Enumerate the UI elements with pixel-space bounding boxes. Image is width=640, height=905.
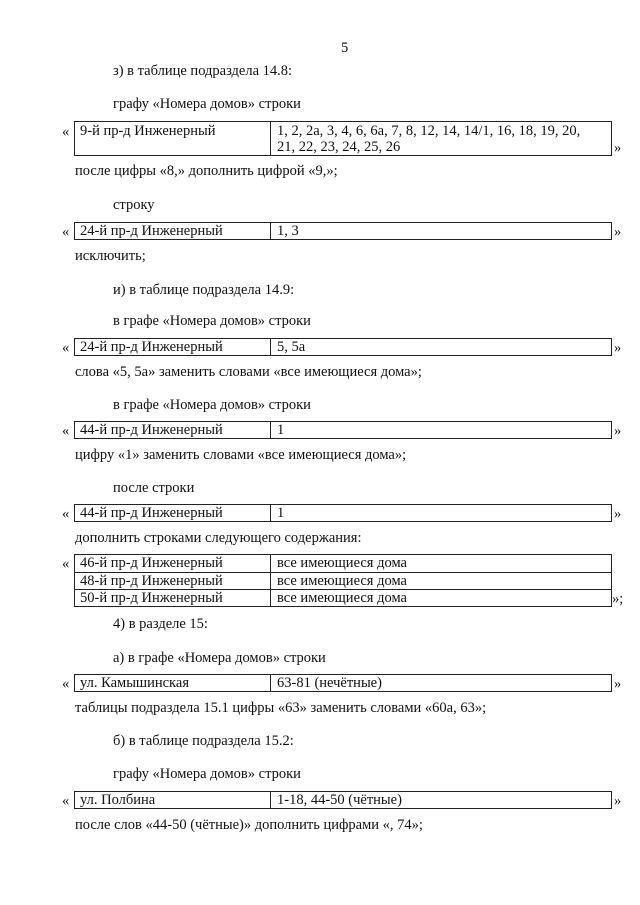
heading-b: б) в таблице подраздела 15.2:	[113, 733, 294, 749]
text-after-b: после слов «44-50 (чётные)» дополнить цифрами «, 74»;	[75, 817, 423, 833]
street-cell: 44-й пр-д Инженерный	[75, 422, 271, 438]
houses-cell: все имеющиеся дома	[277, 590, 407, 606]
houses-cell: 1, 3	[277, 223, 299, 239]
open-quote: «	[62, 676, 70, 692]
houses-cell: 1	[277, 422, 285, 438]
text-after-i2: цифру «1» заменить словами «все имеющиеся дома»;	[75, 447, 407, 463]
street-cell: 24-й пр-д Инженерный	[75, 339, 271, 355]
close-quote: »	[614, 340, 622, 356]
close-quote: »;	[612, 591, 624, 607]
section-4: 4) в разделе 15:	[113, 616, 208, 632]
instruction-column: а) в графе «Номера домов» строки	[113, 650, 326, 666]
close-quote: »	[614, 423, 622, 439]
street-cell: ул. Полбина	[75, 792, 271, 808]
table-i1	[74, 338, 612, 356]
text-after-z1: после цифры «8,» дополнить цифрой «9,»;	[75, 163, 338, 179]
instruction-column: графу «Номера домов» строки	[113, 96, 301, 112]
open-quote: «	[62, 423, 70, 439]
houses-cell: 63-81 (нечётные)	[277, 675, 382, 691]
table-z1	[74, 121, 612, 156]
text-row-label: строку	[113, 197, 155, 213]
instruction-column: графу «Номера домов» строки	[113, 766, 301, 782]
street-cell: 50-й пр-д Инженерный	[75, 590, 271, 607]
houses-cell: 1	[277, 505, 285, 521]
street-cell: 24-й пр-д Инженерный	[75, 223, 271, 239]
text-after-a: таблицы подраздела 15.1 цифры «63» заменить словами «60а, 63»;	[75, 700, 487, 716]
street-cell: 48-й пр-д Инженерный	[75, 573, 271, 590]
text-add-rows: дополнить строками следующего содержания:	[75, 530, 362, 546]
open-quote: «	[62, 224, 70, 240]
text-after-row: после строки	[113, 480, 195, 496]
table-i3	[74, 504, 612, 522]
close-quote: »	[614, 676, 622, 692]
houses-cell: 1-18, 44-50 (чётные)	[277, 792, 402, 808]
open-quote: «	[62, 556, 70, 572]
houses-cell: 5, 5а	[277, 339, 306, 355]
street-cell: ул. Камышинская	[75, 675, 271, 691]
open-quote: «	[62, 793, 70, 809]
street-cell: 9-й пр-д Инженерный	[75, 122, 271, 155]
instruction-column: в графе «Номера домов» строки	[113, 397, 311, 413]
open-quote: «	[62, 124, 70, 140]
street-cell: 44-й пр-д Инженерный	[75, 505, 271, 521]
houses-cell: все имеющиеся дома	[277, 573, 407, 589]
close-quote: »	[614, 506, 622, 522]
table-row	[75, 572, 611, 590]
text-after-i1: слова «5, 5а» заменить словами «все имеющиеся дома»;	[75, 364, 422, 380]
heading-z: з) в таблице подраздела 14.8:	[113, 63, 293, 79]
close-quote: »	[614, 793, 622, 809]
houses-cell: все имеющиеся дома	[277, 555, 407, 571]
text-exclude: исключить;	[75, 248, 146, 264]
heading-i: и) в таблице подраздела 14.9:	[113, 282, 295, 298]
page-number: 5	[341, 40, 349, 56]
table-a	[74, 674, 612, 692]
instruction-column: в графе «Номера домов» строки	[113, 313, 311, 329]
table-z2	[74, 222, 612, 240]
close-quote: »	[614, 224, 622, 240]
open-quote: «	[62, 506, 70, 522]
street-cell: 46-й пр-д Инженерный	[75, 555, 271, 572]
houses-cell	[271, 122, 611, 155]
table-i2	[74, 421, 612, 439]
table-row	[75, 555, 611, 572]
table-row	[75, 589, 611, 607]
open-quote: «	[62, 340, 70, 356]
table-i4	[74, 554, 612, 607]
table-b	[74, 791, 612, 809]
houses-line-1: 1, 2, 2а, 3, 4, 6, 6а, 7, 8, 12, 14, 14/1, 16, 18, 19, 20,	[277, 123, 581, 139]
close-quote: »	[614, 140, 622, 156]
houses-line-2: 21, 22, 23, 24, 25, 26	[277, 139, 401, 155]
